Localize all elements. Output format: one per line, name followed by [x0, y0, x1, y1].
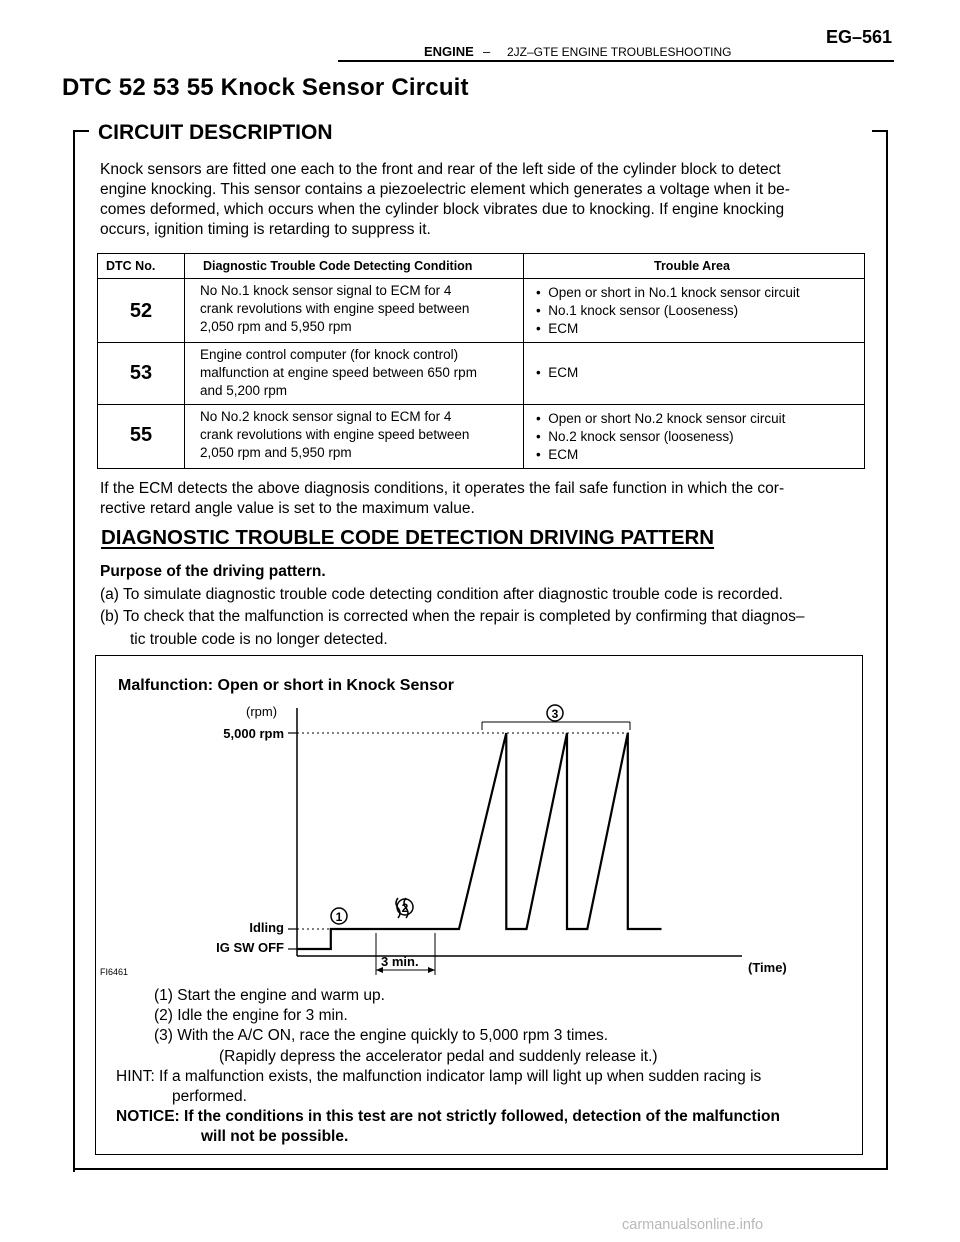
dtc-code: 55 — [129, 424, 153, 446]
text-line: comes deformed, which occurs when the cylinder block vibrates due to knocking. If engine knocking — [100, 201, 785, 218]
text-line: Engine control computer (for knock control) — [200, 347, 459, 362]
header-section: ENGINE — [424, 44, 474, 59]
step-2: (2) Idle the engine for 3 min. — [154, 1007, 348, 1024]
text-line: and 5,200 rpm — [200, 383, 288, 398]
dtc-code: 52 — [129, 300, 153, 322]
y-label-ig-sw-off: IG SW OFF — [216, 940, 284, 955]
bullet: • — [536, 285, 541, 300]
bullet: • — [536, 447, 541, 462]
text-line: No No.2 knock sensor signal to ECM for 4 — [200, 409, 452, 424]
text-line: malfunction at engine speed between 650 rpm — [200, 365, 477, 380]
marker-2: 2 — [401, 901, 409, 915]
trouble-area: ECM — [548, 321, 579, 336]
text-line: No No.1 knock sensor signal to ECM for 4 — [200, 283, 452, 298]
trouble-area: No.1 knock sensor (Looseness) — [548, 303, 739, 318]
text-line: crank revolutions with engine speed between — [200, 427, 470, 442]
dtc-code: 53 — [129, 362, 153, 384]
text-line: Knock sensors are fitted one each to the front and rear of the left side of the cylinder block to detect — [100, 161, 781, 178]
trouble-area: No.2 knock sensor (looseness) — [548, 429, 734, 444]
purpose-heading: Purpose of the driving pattern. — [100, 563, 326, 580]
y-label-5000: 5,000 rpm — [223, 726, 284, 741]
purpose-item-b: (b) To check that the malfunction is corrected when the repair is completed by confirming that diagnos– — [100, 608, 805, 625]
column-header-dtc-no: DTC No. — [106, 259, 156, 273]
trouble-area: ECM — [548, 447, 579, 462]
text-line: engine knocking. This sensor contains a piezoelectric element which generates a voltage when it be- — [100, 181, 790, 198]
bullet: • — [536, 429, 541, 444]
rpm-series-line — [297, 733, 662, 949]
column-header-condition: Diagnostic Trouble Code Detecting Condition — [203, 259, 473, 273]
figure-code: FI6461 — [100, 967, 129, 977]
trouble-area: Open or short in No.1 knock sensor circuit — [548, 285, 800, 300]
text-line: 2,050 rpm and 5,950 rpm — [200, 319, 352, 334]
step-3-note: (Rapidly depress the accelerator pedal and suddenly release it.) — [219, 1048, 658, 1065]
text-line: If the ECM detects the above diagnosis conditions, it operates the fail safe function in which the cor- — [100, 480, 785, 497]
trouble-area: Open or short No.2 knock sensor circuit — [548, 411, 786, 426]
step-1: (1) Start the engine and warm up. — [154, 987, 385, 1004]
notice-line-1: NOTICE: If the conditions in this test are not strictly followed, detection of the malfunction — [116, 1108, 780, 1125]
y-label-idling: Idling — [249, 920, 284, 935]
text-line: occurs, ignition timing is retarding to suppress it. — [100, 221, 431, 238]
purpose-item-b-cont: tic trouble code is no longer detected. — [130, 631, 388, 648]
x-unit-label: (Time) — [748, 960, 787, 975]
marker-3: 3 — [551, 707, 559, 721]
header-separator: – — [483, 44, 491, 59]
driving-pattern-heading: DIAGNOSTIC TROUBLE CODE DETECTION DRIVING PATTERN — [101, 526, 715, 549]
trouble-area: ECM — [548, 365, 579, 380]
bullet: • — [536, 321, 541, 336]
bullet: • — [536, 411, 541, 426]
duration-label: 3 min. — [381, 954, 419, 969]
text-line: 2,050 rpm and 5,950 rpm — [200, 445, 352, 460]
text-line: crank revolutions with engine speed between — [200, 301, 470, 316]
purpose-item-a: (a) To simulate diagnostic trouble code detecting condition after diagnostic trouble code is recorded. — [100, 586, 783, 603]
step-3: (3) With the A/C ON, race the engine quickly to 5,000 rpm 3 times. — [154, 1027, 609, 1044]
notice-line-2: will not be possible. — [201, 1128, 349, 1145]
page-title: DTC 52 53 55 Knock Sensor Circuit — [62, 74, 469, 101]
marker-1: 1 — [335, 910, 343, 924]
text-line: rective retard angle value is set to the maximum value. — [100, 500, 475, 517]
bullet: • — [536, 303, 541, 318]
y-unit-label: (rpm) — [246, 704, 278, 719]
header-subtitle: 2JZ–GTE ENGINE TROUBLESHOOTING — [507, 45, 732, 59]
hint-line-1: HINT: If a malfunction exists, the malfunction indicator lamp will light up when sudden racing is — [116, 1068, 762, 1085]
bullet: • — [536, 365, 541, 380]
watermark: carmanualsonline.info — [622, 1217, 764, 1233]
page-number: EG–561 — [826, 27, 893, 47]
chart-title: Malfunction: Open or short in Knock Sensor — [118, 677, 455, 694]
hint-line-2: performed. — [172, 1088, 247, 1105]
column-header-trouble-area: Trouble Area — [654, 259, 730, 273]
circuit-description-heading: CIRCUIT DESCRIPTION — [98, 121, 333, 144]
